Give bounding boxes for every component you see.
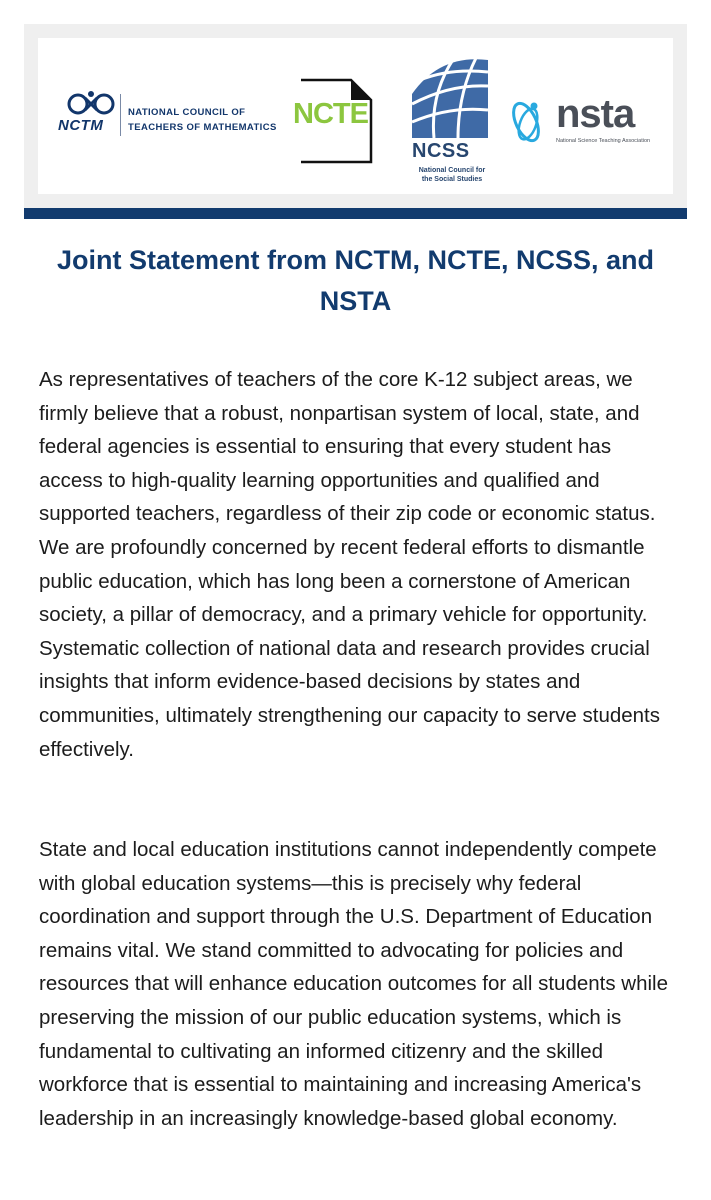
nsta-logo xyxy=(504,92,674,156)
nctm-logo xyxy=(58,90,298,140)
nctm-divider xyxy=(120,94,121,136)
statement-paragraph-2: State and local education institutions cannot independently compete with global education systems—this is precisely why federal coordination and support through the U.S. Department of Education remains vital. We stand committed to advocating for policies and resources that will enhance education outcomes for all students while preserving the mission of our public education systems, which is fundamental to cultivating an informed citizenry and the skilled workforce that is essential to maintaining and increasing America's leadership in an increasingly knowledge-based global economy. xyxy=(39,838,669,1130)
page-title: Joint Statement from NCTM, NCTE, NCSS, and NSTA xyxy=(56,245,655,316)
nsta-full-name: National Science Teaching Association xyxy=(556,138,651,144)
ncte-logo xyxy=(293,76,383,166)
header-divider xyxy=(24,208,687,219)
nsta-atom-icon xyxy=(504,96,556,148)
nsta-abbr: nsta xyxy=(556,92,635,136)
ncss-full-name xyxy=(412,166,492,184)
logo-panel xyxy=(38,38,673,194)
ncss-globe-icon xyxy=(410,54,490,138)
nctm-name-line1: NATIONAL COUNCIL OF xyxy=(128,107,246,118)
logo-banner xyxy=(24,24,687,208)
nctm-abbr: NCTM xyxy=(58,117,104,134)
nctm-full-name xyxy=(128,105,277,135)
statement-paragraph-1: As representatives of teachers of the core K-12 subject areas, we firmly believe that a robust, nonpartisan system of local, state, and federal agencies is essential to ensuring that every student has access to high-quality learning opportunities and qualified and supported teachers, regardless of their zip code or economic status. We are profoundly concerned by recent federal efforts to dismantle public education, which has long been a cornerstone of American society, a pillar of democracy, and a primary vehicle for opportunity. Systematic collection of national data and research provides crucial insights that inform evidence-based decisions by states and communities, ultimately strengthening our capacity to serve students effectively. xyxy=(39,368,660,761)
nctm-name-line2: TEACHERS OF MATHEMATICS xyxy=(128,122,277,133)
ncte-abbr: NCTE xyxy=(293,98,368,130)
ncss-sub-line1: National Council for xyxy=(418,167,486,174)
ncss-sub-line2: the Social Studies xyxy=(421,176,483,183)
ncss-logo xyxy=(406,54,496,183)
ncss-abbr: NCSS xyxy=(412,140,470,162)
nctm-emblem-icon xyxy=(64,90,118,116)
